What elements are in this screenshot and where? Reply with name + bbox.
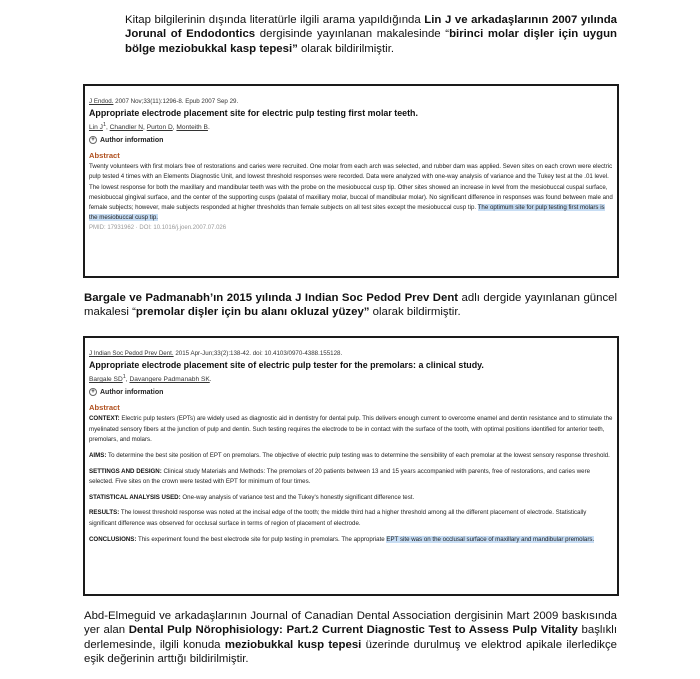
article-title: Appropriate electrode placement site of electric pulp tester for the premolars: a clinical study.	[89, 360, 484, 370]
highlighted-conclusion: EPT site was on the occlusal surface of maxillary and mandibular premolars.	[386, 535, 595, 543]
intro-paragraph-lin: Kitap bilgilerinin dışında literatürle ilgili arama yapıldığında Lin J ve arkadaşlarının 2007 yılında Jorunal of Endodontics dergisinde yayınlanan makalesinde “birinci molar dişler için uygun bölge meziobukkal kasp tepesi” olarak bildirilmiştir.	[125, 14, 617, 55]
abstract-section-results: RESULTS: The lowest threshold response was noted at the incisal edge of the tooth; the middle third had a higher threshold among all the different placement of electrode. Statistically significant difference was observed for occlusal surface in terms of region of placement of electrode.	[89, 509, 587, 527]
author-list: Bargale $SD^1$, Davangere Padmanabh SK.	[89, 374, 212, 384]
abstract-screenshot-lin	[83, 84, 619, 278]
abstract-section-statistics: STATISTICAL ANALYSIS USED: One-way analysis of variance test and the Tukey's honestly significant difference test.	[89, 493, 415, 501]
author-information-toggle[interactable]: + Author information	[89, 136, 613, 145]
abstract-heading: Abstract	[89, 151, 120, 161]
abstract-section-context: CONTEXT: Electric pulp testers (EPTs) are widely used as diagnostic aid in dentistry for dental pulp. This delivers enough current to overcome enamel and dentin resistance and to stimulate the myelinated sensory fibers at the junction of pulp and dentin. Such testing requires the electrode to be in contact with the surface of the tooth, with optimal positions identified for anterior teeth, premolars, and molars.	[89, 415, 613, 444]
abstract-section-aims: AIMS: To determine the best site position of EPT on premolars. The objective of electric pulp testing was to determine the sensibility of each premolar at the lowest sensory response threshold.	[89, 451, 610, 459]
article-title: Appropriate electrode placement site for electric pulp testing first molar teeth.	[89, 108, 418, 118]
author-link[interactable]: Davangere Padmanabh SK	[129, 376, 210, 384]
citation-line: J Indian Soc Pedod Prev Dent. 2015 Apr-Jun;33(2):138-42. doi: 10.4103/0970-4388.155128.	[89, 350, 343, 357]
author-link[interactable]: Purton D	[146, 124, 173, 132]
paragraph-bargale: Bargale ve Padmanabh’ın 2015 yılında J Indian Soc Pedod Prev Dent adlı dergide yayınlanan güncel makalesi “premolar dişler için bu alanı okluzal yüzey” olarak bildirmiştir.	[84, 292, 618, 319]
author-link[interactable]: Monteith B	[176, 124, 208, 132]
author-link[interactable]: Bargale SD	[89, 376, 123, 384]
abstract-section-conclusions: CONCLUSIONS: This experiment found the best electrode site for pulp testing in premolars. The appropriate EPT site was on the occlusal surface of maxillary and mandibular premolars.	[89, 535, 595, 543]
highlighted-conclusion: The optimum site for pulp testing first molars is the mesiobuccal cusp tip.	[89, 204, 605, 222]
author-link[interactable]: Chandler N	[109, 124, 144, 132]
abstract-text: Twenty volunteers with first molars free of restorations and caries were recruited. One molar from each arch was selected, and rubber dam was applied. Seven sites on each crown were electric pulp tested 4 times with an Elements Diagnostic Unit, and lowest threshold responses were recorded. Data were analyzed with one-way analysis of variance and the Tukey test at the .01 level. The lowest response for both the maxillary and mandibular teeth was with the probe on the mesiobuccal cusp tip. Other sites showed an increase in level from the mesiobuccal cuspal surface, mesiobuccal gingival surface, and the center of the supporting cusps (palatal of maxillary molar, buccal of mandibular molar). No significant difference in responses was found between male and female subjects; however, male subjects responded at higher thresholds than female subjects on all test sites except the mesiobuccal cusp tip. The optimum site for pulp testing first molars is the mesiobuccal cusp tip.	[89, 163, 613, 222]
pmid-line-cut: PMID: 17931962 · DOI: 10.1016/j.joen.2007.07.026	[89, 225, 227, 232]
author-information-toggle[interactable]: + Author information	[89, 388, 613, 397]
journal-link[interactable]: J Endod.	[89, 98, 114, 105]
plus-circle-icon: +	[89, 388, 97, 396]
paragraph-abd-elmeguid: Abd-Elmeguid ve arkadaşlarının Journal of Canadian Dental Association dergisinin Mart 2009 baskısında yer alan Dental Pulp Nörophisiology: Part.2 Current Diagnostic Test to Assess Pulp Vitality başlıklı derlemesinde, ilgili konuda meziobukkal kusp tepesi üzerinde durulmuş ve elektrod apikale ilerledikçe eşik değerinin arttığı bildirilmiştir.	[84, 610, 618, 665]
author-list: Lin $J^1$, Chandler N, Purton D, Monteith B.	[89, 122, 210, 132]
citation-line: J Endod. 2007 Nov;33(11):1296-8. Epub 2007 Sep 29.	[89, 98, 239, 105]
plus-circle-icon: +	[89, 136, 97, 144]
author-link[interactable]: Lin J	[89, 124, 103, 132]
abstract-section-settings: SETTINGS AND DESIGN: Clinical study Materials and Methods: The premolars of 20 patients between 13 and 15 years accompanied with parents, free of restorations, and caries were selected. Five sites on the crown were tested with EPT for minimum of four times.	[89, 467, 591, 486]
journal-link[interactable]: J Indian Soc Pedod Prev Dent.	[89, 350, 174, 357]
abstract-heading: Abstract	[89, 403, 120, 413]
abstract-screenshot-bargale	[83, 336, 619, 596]
